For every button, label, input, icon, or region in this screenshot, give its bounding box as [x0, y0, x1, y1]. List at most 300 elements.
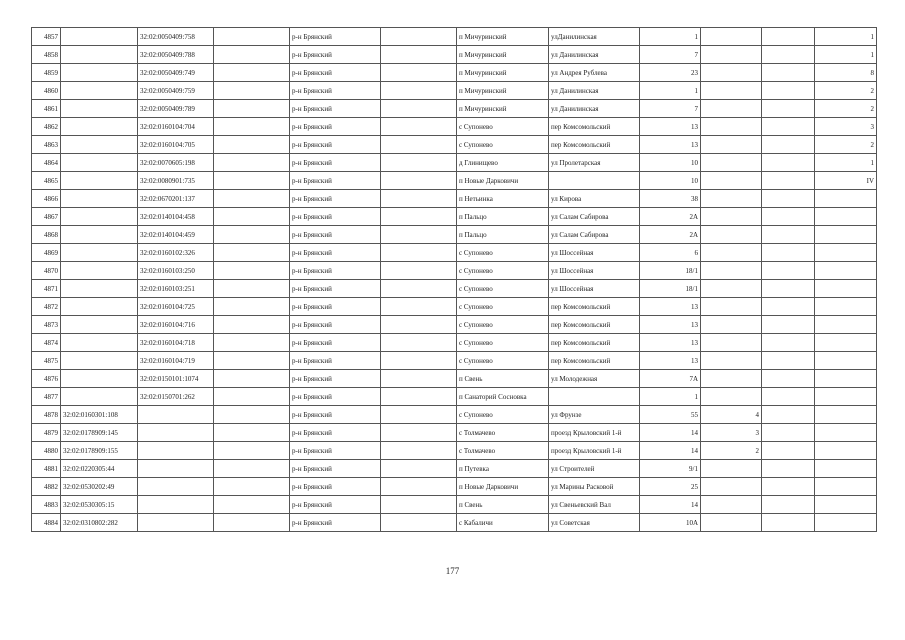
structure-number-cell [762, 28, 815, 46]
blank-col-cell [214, 28, 290, 46]
cadastral-number-a-cell: 32:02:0178909:155 [61, 442, 138, 460]
registry-table [31, 27, 877, 532]
blank-col-2-cell [381, 280, 457, 298]
blank-col-cell [214, 262, 290, 280]
table-row [32, 460, 877, 478]
street-cell: ул Шоссейная [549, 280, 640, 298]
cadastral-number-a-cell: 32:02:0310802:282 [61, 514, 138, 532]
table-row [32, 208, 877, 226]
apartment-number-cell: 2 [815, 100, 877, 118]
cadastral-number-a-cell [61, 100, 138, 118]
building-number-cell [701, 172, 762, 190]
cadastral-number-a-cell [61, 316, 138, 334]
building-number-cell [701, 118, 762, 136]
apartment-number-cell: 8 [815, 64, 877, 82]
blank-col-cell [214, 406, 290, 424]
row-number-cell: 4879 [32, 424, 61, 442]
district-cell: р-н Брянский [290, 388, 381, 406]
settlement-cell: д Глинищево [457, 154, 549, 172]
apartment-number-cell [815, 316, 877, 334]
street-cell: пер Комсомольский [549, 136, 640, 154]
blank-col-cell [214, 460, 290, 478]
row-number-cell: 4869 [32, 244, 61, 262]
district-cell: р-н Брянский [290, 496, 381, 514]
settlement-cell: с Супонево [457, 406, 549, 424]
cadastral-number-a-cell: 32:02:0530305:15 [61, 496, 138, 514]
building-number-cell: 4 [701, 406, 762, 424]
blank-col-cell [214, 514, 290, 532]
table-row [32, 316, 877, 334]
district-cell: р-н Брянский [290, 118, 381, 136]
cadastral-number-a-cell [61, 190, 138, 208]
table-row [32, 154, 877, 172]
row-number-cell: 4877 [32, 388, 61, 406]
street-cell: ул Советская [549, 514, 640, 532]
house-number-cell: 7А [640, 370, 701, 388]
table-row [32, 28, 877, 46]
blank-col-2-cell [381, 118, 457, 136]
house-number-cell: 25 [640, 478, 701, 496]
house-number-cell: 14 [640, 442, 701, 460]
blank-col-2-cell [381, 226, 457, 244]
cadastral-number-a-cell [61, 208, 138, 226]
cadastral-number-b-cell: 32:02:0150701:262 [138, 388, 214, 406]
settlement-cell: п Пальцо [457, 208, 549, 226]
settlement-cell: п Санаторий Сосновка [457, 388, 549, 406]
house-number-cell: 1 [640, 28, 701, 46]
cadastral-number-b-cell: 32:02:0160103:251 [138, 280, 214, 298]
table-row [32, 370, 877, 388]
building-number-cell [701, 514, 762, 532]
blank-col-2-cell [381, 64, 457, 82]
structure-number-cell [762, 244, 815, 262]
building-number-cell [701, 280, 762, 298]
building-number-cell [701, 370, 762, 388]
blank-col-2-cell [381, 208, 457, 226]
cadastral-number-b-cell: 32:02:0050409:749 [138, 64, 214, 82]
building-number-cell [701, 64, 762, 82]
house-number-cell: 23 [640, 64, 701, 82]
street-cell: ул Данилинская [549, 100, 640, 118]
house-number-cell: 18/1 [640, 280, 701, 298]
district-cell: р-н Брянский [290, 460, 381, 478]
cadastral-number-b-cell: 32:02:0140104:458 [138, 208, 214, 226]
cadastral-number-a-cell: 32:02:0220305:44 [61, 460, 138, 478]
blank-col-2-cell [381, 190, 457, 208]
house-number-cell: 10А [640, 514, 701, 532]
district-cell: р-н Брянский [290, 64, 381, 82]
street-cell: ул Данилинская [549, 46, 640, 64]
settlement-cell: с Супонево [457, 298, 549, 316]
blank-col-2-cell [381, 370, 457, 388]
building-number-cell [701, 334, 762, 352]
blank-col-cell [214, 118, 290, 136]
blank-col-cell [214, 208, 290, 226]
cadastral-number-a-cell: 32:02:0530202:49 [61, 478, 138, 496]
settlement-cell: с Супонево [457, 280, 549, 298]
blank-col-2-cell [381, 28, 457, 46]
apartment-number-cell [815, 226, 877, 244]
blank-col-2-cell [381, 514, 457, 532]
street-cell: ул Андрея Рублева [549, 64, 640, 82]
house-number-cell: 7 [640, 46, 701, 64]
cadastral-number-a-cell [61, 172, 138, 190]
blank-col-2-cell [381, 478, 457, 496]
settlement-cell: с Супонево [457, 334, 549, 352]
street-cell: пер Комсомольский [549, 316, 640, 334]
street-cell: пер Комсомольский [549, 118, 640, 136]
table-row [32, 262, 877, 280]
street-cell: пер Комсомольский [549, 352, 640, 370]
house-number-cell: 13 [640, 352, 701, 370]
cadastral-number-b-cell: 32:02:0160104:718 [138, 334, 214, 352]
structure-number-cell [762, 154, 815, 172]
table-row [32, 388, 877, 406]
settlement-cell: п Новые Дарковичи [457, 478, 549, 496]
cadastral-number-a-cell [61, 64, 138, 82]
cadastral-number-b-cell [138, 496, 214, 514]
settlement-cell: п Мичуринский [457, 64, 549, 82]
structure-number-cell [762, 262, 815, 280]
cadastral-number-b-cell: 32:02:0140104:459 [138, 226, 214, 244]
street-cell: ул Фрунзе [549, 406, 640, 424]
house-number-cell: 1 [640, 388, 701, 406]
street-cell [549, 172, 640, 190]
district-cell: р-н Брянский [290, 334, 381, 352]
row-number-cell: 4868 [32, 226, 61, 244]
structure-number-cell [762, 388, 815, 406]
house-number-cell: 2А [640, 226, 701, 244]
blank-col-cell [214, 352, 290, 370]
blank-col-2-cell [381, 82, 457, 100]
structure-number-cell [762, 496, 815, 514]
structure-number-cell [762, 298, 815, 316]
district-cell: р-н Брянский [290, 370, 381, 388]
blank-col-cell [214, 442, 290, 460]
structure-number-cell [762, 478, 815, 496]
settlement-cell: с Супонево [457, 118, 549, 136]
cadastral-number-a-cell [61, 46, 138, 64]
settlement-cell: с Супонево [457, 136, 549, 154]
table-row [32, 406, 877, 424]
table-row [32, 118, 877, 136]
apartment-number-cell [815, 424, 877, 442]
district-cell: р-н Брянский [290, 262, 381, 280]
blank-col-2-cell [381, 388, 457, 406]
row-number-cell: 4875 [32, 352, 61, 370]
cadastral-number-a-cell [61, 244, 138, 262]
blank-col-2-cell [381, 154, 457, 172]
settlement-cell: с Толмачево [457, 424, 549, 442]
settlement-cell: п Свень [457, 496, 549, 514]
blank-col-2-cell [381, 262, 457, 280]
house-number-cell: 9/1 [640, 460, 701, 478]
settlement-cell: с Супонево [457, 262, 549, 280]
table-row [32, 442, 877, 460]
table-row [32, 496, 877, 514]
blank-col-cell [214, 190, 290, 208]
settlement-cell: п Свень [457, 370, 549, 388]
building-number-cell [701, 316, 762, 334]
apartment-number-cell [815, 406, 877, 424]
row-number-cell: 4880 [32, 442, 61, 460]
cadastral-number-b-cell: 32:02:0160104:716 [138, 316, 214, 334]
row-number-cell: 4882 [32, 478, 61, 496]
registry-rows [32, 28, 877, 532]
blank-col-2-cell [381, 496, 457, 514]
street-cell: ул Марины Расковой [549, 478, 640, 496]
apartment-number-cell [815, 514, 877, 532]
house-number-cell: 13 [640, 316, 701, 334]
building-number-cell [701, 262, 762, 280]
apartment-number-cell [815, 442, 877, 460]
house-number-cell: 55 [640, 406, 701, 424]
blank-col-cell [214, 244, 290, 262]
row-number-cell: 4878 [32, 406, 61, 424]
row-number-cell: 4866 [32, 190, 61, 208]
apartment-number-cell: 2 [815, 136, 877, 154]
district-cell: р-н Брянский [290, 46, 381, 64]
structure-number-cell [762, 226, 815, 244]
table-row [32, 244, 877, 262]
cadastral-number-a-cell [61, 136, 138, 154]
settlement-cell: п Мичуринский [457, 46, 549, 64]
street-cell: ул Молодежная [549, 370, 640, 388]
house-number-cell: 10 [640, 154, 701, 172]
cadastral-number-a-cell [61, 388, 138, 406]
row-number-cell: 4859 [32, 64, 61, 82]
building-number-cell [701, 298, 762, 316]
cadastral-number-a-cell [61, 118, 138, 136]
blank-col-2-cell [381, 334, 457, 352]
table-row [32, 46, 877, 64]
row-number-cell: 4862 [32, 118, 61, 136]
structure-number-cell [762, 64, 815, 82]
cadastral-number-b-cell [138, 478, 214, 496]
district-cell: р-н Брянский [290, 352, 381, 370]
street-cell: ул Салам Сабирова [549, 226, 640, 244]
apartment-number-cell [815, 244, 877, 262]
district-cell: р-н Брянский [290, 280, 381, 298]
cadastral-number-b-cell: 32:02:0160104:725 [138, 298, 214, 316]
table-row [32, 280, 877, 298]
row-number-cell: 4883 [32, 496, 61, 514]
cadastral-number-b-cell [138, 442, 214, 460]
street-cell: ул Салам Сабирова [549, 208, 640, 226]
structure-number-cell [762, 190, 815, 208]
district-cell: р-н Брянский [290, 442, 381, 460]
settlement-cell: п Нетьинка [457, 190, 549, 208]
house-number-cell: 13 [640, 334, 701, 352]
blank-col-cell [214, 298, 290, 316]
structure-number-cell [762, 460, 815, 478]
street-cell: ул Пролетарская [549, 154, 640, 172]
street-cell: ул Строителей [549, 460, 640, 478]
row-number-cell: 4861 [32, 100, 61, 118]
settlement-cell: п Новые Дарковичи [457, 172, 549, 190]
blank-col-2-cell [381, 172, 457, 190]
blank-col-2-cell [381, 298, 457, 316]
structure-number-cell [762, 172, 815, 190]
blank-col-2-cell [381, 442, 457, 460]
structure-number-cell [762, 370, 815, 388]
blank-col-2-cell [381, 100, 457, 118]
apartment-number-cell [815, 352, 877, 370]
district-cell: р-н Брянский [290, 190, 381, 208]
blank-col-cell [214, 226, 290, 244]
blank-col-2-cell [381, 424, 457, 442]
building-number-cell [701, 460, 762, 478]
house-number-cell: 38 [640, 190, 701, 208]
cadastral-number-a-cell [61, 226, 138, 244]
house-number-cell: 10 [640, 172, 701, 190]
settlement-cell: с Супонево [457, 244, 549, 262]
blank-col-2-cell [381, 244, 457, 262]
district-cell: р-н Брянский [290, 298, 381, 316]
cadastral-number-b-cell [138, 514, 214, 532]
blank-col-cell [214, 172, 290, 190]
row-number-cell: 4870 [32, 262, 61, 280]
blank-col-2-cell [381, 46, 457, 64]
cadastral-number-b-cell [138, 424, 214, 442]
cadastral-number-a-cell [61, 262, 138, 280]
row-number-cell: 4864 [32, 154, 61, 172]
building-number-cell [701, 136, 762, 154]
cadastral-number-b-cell: 32:02:0050409:758 [138, 28, 214, 46]
apartment-number-cell [815, 280, 877, 298]
structure-number-cell [762, 280, 815, 298]
settlement-cell: с Супонево [457, 352, 549, 370]
building-number-cell [701, 478, 762, 496]
row-number-cell: 4858 [32, 46, 61, 64]
cadastral-number-b-cell: 32:02:0670201:137 [138, 190, 214, 208]
structure-number-cell [762, 46, 815, 64]
table-row [32, 100, 877, 118]
structure-number-cell [762, 352, 815, 370]
district-cell: р-н Брянский [290, 172, 381, 190]
building-number-cell [701, 190, 762, 208]
apartment-number-cell [815, 496, 877, 514]
house-number-cell: 2А [640, 208, 701, 226]
table-row [32, 190, 877, 208]
blank-col-cell [214, 154, 290, 172]
settlement-cell: п Путевка [457, 460, 549, 478]
street-cell: улДанилинская [549, 28, 640, 46]
cadastral-number-a-cell [61, 298, 138, 316]
row-number-cell: 4871 [32, 280, 61, 298]
apartment-number-cell: 2 [815, 82, 877, 100]
cadastral-number-b-cell: 32:02:0070605:198 [138, 154, 214, 172]
street-cell: ул Кирова [549, 190, 640, 208]
cadastral-number-b-cell: 32:02:0050409:759 [138, 82, 214, 100]
blank-col-cell [214, 370, 290, 388]
district-cell: р-н Брянский [290, 226, 381, 244]
apartment-number-cell [815, 478, 877, 496]
settlement-cell: с Толмачево [457, 442, 549, 460]
cadastral-number-b-cell: 32:02:0050409:788 [138, 46, 214, 64]
house-number-cell: 13 [640, 118, 701, 136]
blank-col-cell [214, 82, 290, 100]
cadastral-number-a-cell [61, 370, 138, 388]
cadastral-number-b-cell: 32:02:0160104:704 [138, 118, 214, 136]
structure-number-cell [762, 406, 815, 424]
row-number-cell: 4876 [32, 370, 61, 388]
blank-col-2-cell [381, 460, 457, 478]
cadastral-number-b-cell: 32:02:0050409:789 [138, 100, 214, 118]
building-number-cell [701, 100, 762, 118]
building-number-cell [701, 496, 762, 514]
district-cell: р-н Брянский [290, 82, 381, 100]
structure-number-cell [762, 316, 815, 334]
building-number-cell [701, 46, 762, 64]
building-number-cell [701, 226, 762, 244]
building-number-cell [701, 28, 762, 46]
building-number-cell [701, 154, 762, 172]
apartment-number-cell [815, 298, 877, 316]
table-row [32, 226, 877, 244]
blank-col-cell [214, 388, 290, 406]
cadastral-number-b-cell [138, 406, 214, 424]
cadastral-number-b-cell: 32:02:0150101:1074 [138, 370, 214, 388]
street-cell: ул Шоссейная [549, 244, 640, 262]
apartment-number-cell [815, 262, 877, 280]
cadastral-number-a-cell [61, 82, 138, 100]
street-cell: ул Шоссейная [549, 262, 640, 280]
structure-number-cell [762, 424, 815, 442]
table-row [32, 136, 877, 154]
table-row [32, 82, 877, 100]
structure-number-cell [762, 118, 815, 136]
building-number-cell [701, 388, 762, 406]
district-cell: р-н Брянский [290, 208, 381, 226]
street-cell: проезд Крыловский 1-й [549, 424, 640, 442]
house-number-cell: 7 [640, 100, 701, 118]
building-number-cell [701, 82, 762, 100]
blank-col-cell [214, 100, 290, 118]
apartment-number-cell [815, 460, 877, 478]
blank-col-cell [214, 424, 290, 442]
apartment-number-cell: 3 [815, 118, 877, 136]
apartment-number-cell [815, 208, 877, 226]
structure-number-cell [762, 442, 815, 460]
district-cell: р-н Брянский [290, 478, 381, 496]
table-row [32, 64, 877, 82]
cadastral-number-a-cell [61, 280, 138, 298]
table-row [32, 424, 877, 442]
blank-col-cell [214, 136, 290, 154]
district-cell: р-н Брянский [290, 406, 381, 424]
district-cell: р-н Брянский [290, 154, 381, 172]
house-number-cell: 18/1 [640, 262, 701, 280]
settlement-cell: п Мичуринский [457, 28, 549, 46]
cadastral-number-b-cell: 32:02:0080901:735 [138, 172, 214, 190]
street-cell: проезд Крыловский 1-й [549, 442, 640, 460]
cadastral-number-a-cell [61, 352, 138, 370]
building-number-cell: 3 [701, 424, 762, 442]
cadastral-number-a-cell [61, 28, 138, 46]
district-cell: р-н Брянский [290, 244, 381, 262]
structure-number-cell [762, 208, 815, 226]
district-cell: р-н Брянский [290, 514, 381, 532]
apartment-number-cell: IV [815, 172, 877, 190]
house-number-cell: 1 [640, 82, 701, 100]
row-number-cell: 4865 [32, 172, 61, 190]
table-row [32, 172, 877, 190]
blank-col-cell [214, 64, 290, 82]
street-cell: пер Комсомольский [549, 298, 640, 316]
building-number-cell [701, 244, 762, 262]
district-cell: р-н Брянский [290, 136, 381, 154]
